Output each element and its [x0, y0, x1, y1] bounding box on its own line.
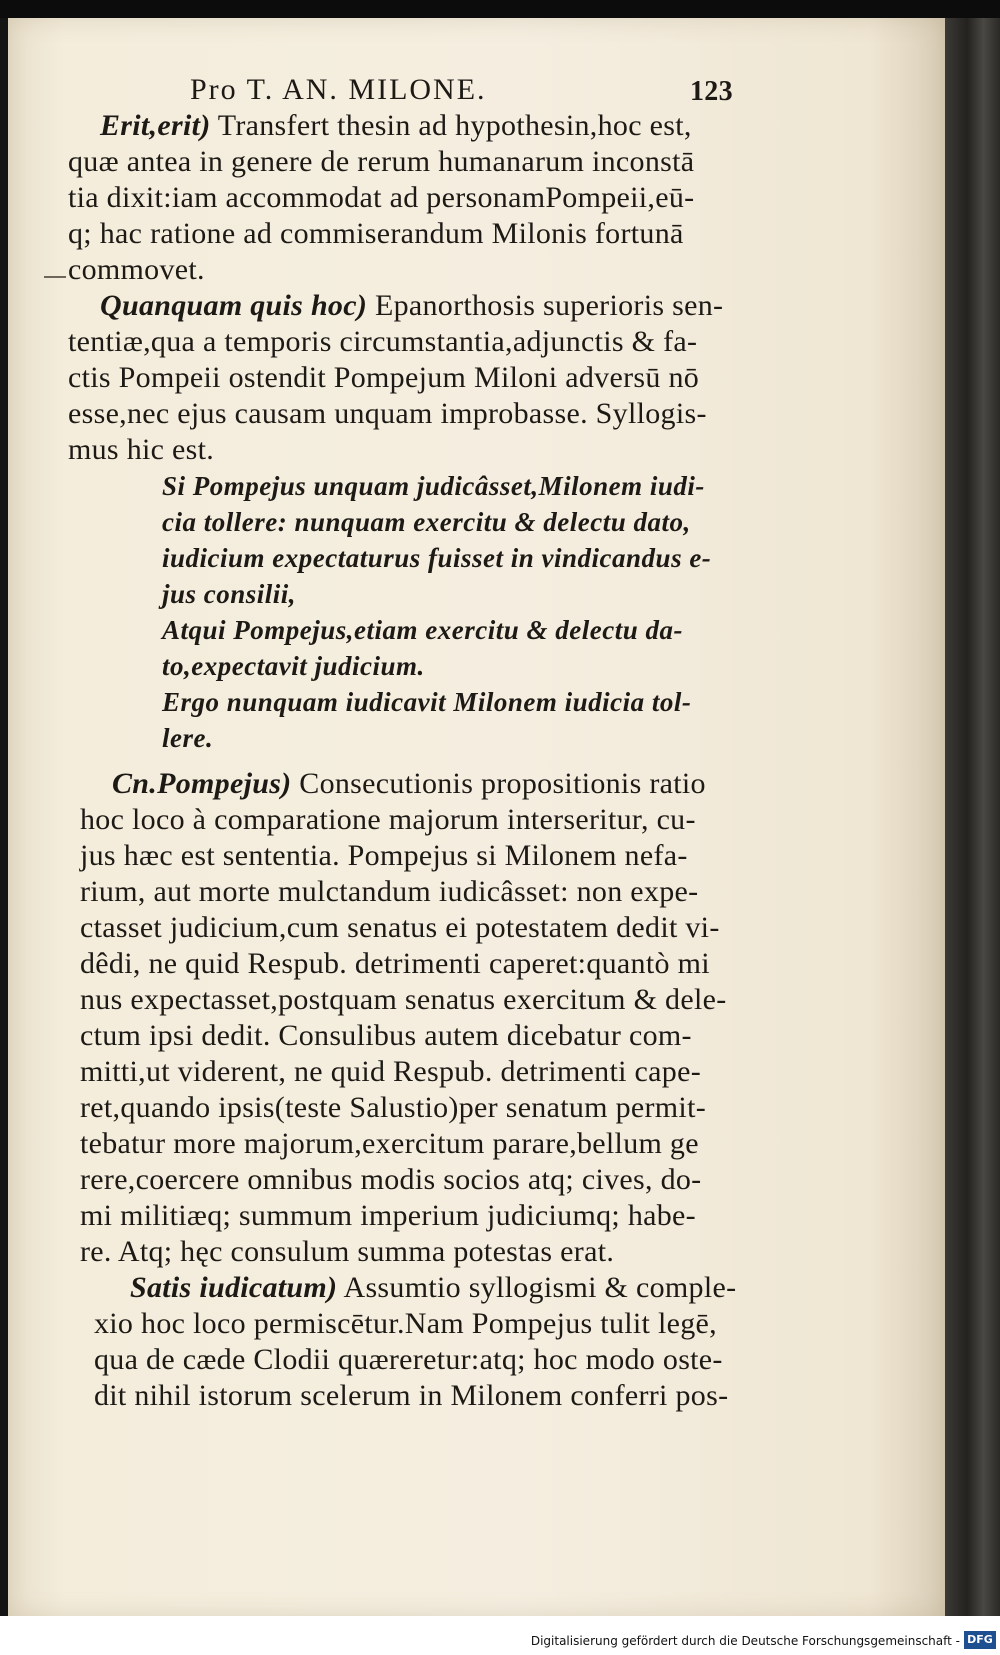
text-line: commovet.	[68, 253, 205, 286]
syllogism-line: to,expectavit judicium.	[162, 651, 425, 681]
text-line: xio hoc loco permiscētur.Nam Pompejus tulit legē,	[94, 1307, 717, 1340]
text-line: jus hæc est sententia. Pompejus si Milonem nefa-	[80, 839, 688, 872]
footer-credit: Digitalisierung gefördert durch die Deutsche Forschungsgemeinschaft -	[530, 1634, 960, 1648]
text-line: mi militiæq; summum imperium judiciumq; habe-	[80, 1199, 696, 1232]
text-line: tebatur more majorum,exercitum parare,bellum ge	[80, 1127, 699, 1160]
syllogism-line: Ergo nunquam iudicavit Milonem iudicia tol-	[162, 687, 692, 717]
text-line: nus expectasset,postquam senatus exercitum & dele-	[80, 983, 727, 1016]
syllogism-line: Atqui Pompejus,etiam exercitu & delectu da-	[162, 615, 683, 645]
text-line: esse,nec ejus causam unquam improbasse. Syllogis-	[68, 397, 707, 430]
text-line: mitti,ut viderent, ne quid Respub. detrimenti cape-	[80, 1055, 701, 1088]
lemma: Quanquam quis hoc)	[100, 289, 368, 322]
page-number: 123	[690, 76, 733, 107]
syllogism-line: lere.	[162, 723, 214, 753]
text-line: Quanquam quis hoc) Epanorthosis superioris sen-	[100, 289, 724, 322]
syllogism-line: jus consilii,	[162, 579, 297, 609]
text-line: tia dixit:iam accommodat ad personamPompeii,eū-	[68, 181, 695, 214]
text-line: rium, aut morte mulctandum iudicâsset: non expe-	[80, 875, 699, 908]
text-line: dit nihil istorum scelerum in Milonem conferri pos-	[94, 1379, 729, 1412]
syllogism-line: Si Pompejus unquam judicâsset,Milonem iudi-	[162, 471, 705, 501]
syllogism-line: cia tollere: nunquam exercitu & delectu dato,	[162, 507, 691, 537]
text-line: Erit,erit) Transfert thesin ad hypothesin,hoc est,	[100, 109, 692, 142]
margin-mark	[44, 276, 66, 278]
text-line: rere,coercere omnibus modis socios atq; cives, do-	[80, 1163, 702, 1196]
text-line: qua de cæde Clodii quæreretur:atq; hoc modo oste-	[94, 1343, 723, 1376]
text-line: tentiæ,qua a temporis circumstantia,adjunctis & fa-	[68, 325, 698, 358]
text-line: Cn.Pompejus) Consecutionis propositionis ratio	[112, 767, 706, 800]
text-line: q; hac ratione ad commiserandum Milonis fortunā	[68, 217, 684, 250]
text-line: re. Atq; hęc consulum summa potestas erat.	[80, 1235, 615, 1268]
dfg-logo: DFG	[964, 1631, 996, 1649]
lemma: Satis iudicatum)	[130, 1271, 338, 1304]
text-line: ctum ipsi dedit. Consulibus autem dicebatur com-	[80, 1019, 692, 1052]
book-spine-edge	[945, 18, 1000, 1616]
text-line: mus hic est.	[68, 433, 215, 466]
syllogism-line: iudicium expectaturus fuisset in vindicandus e-	[162, 543, 712, 573]
text-line: Satis iudicatum) Assumtio syllogismi & comple-	[130, 1271, 737, 1304]
text-line: ctis Pompeii ostendit Pompejum Miloni adversū nō	[68, 361, 700, 394]
lemma: Erit,erit)	[100, 109, 211, 142]
text-line: dêdi, ne quid Respub. detrimenti caperet:quantò mi	[80, 947, 710, 980]
text-line: ret,quando ipsis(teste Salustio)per senatum permit-	[80, 1091, 706, 1124]
lemma: Cn.Pompejus)	[112, 767, 292, 800]
text-line: ctasset judicium,cum senatus ei potestatem dedit vi-	[80, 911, 720, 944]
running-title: Pro T. AN. MILONE.	[190, 73, 487, 106]
text-line: hoc loco à comparatione majorum interseritur, cu-	[80, 803, 696, 836]
scan-top-edge	[0, 0, 1000, 18]
text-line: quæ antea in genere de rerum humanarum inconstā	[68, 145, 695, 178]
